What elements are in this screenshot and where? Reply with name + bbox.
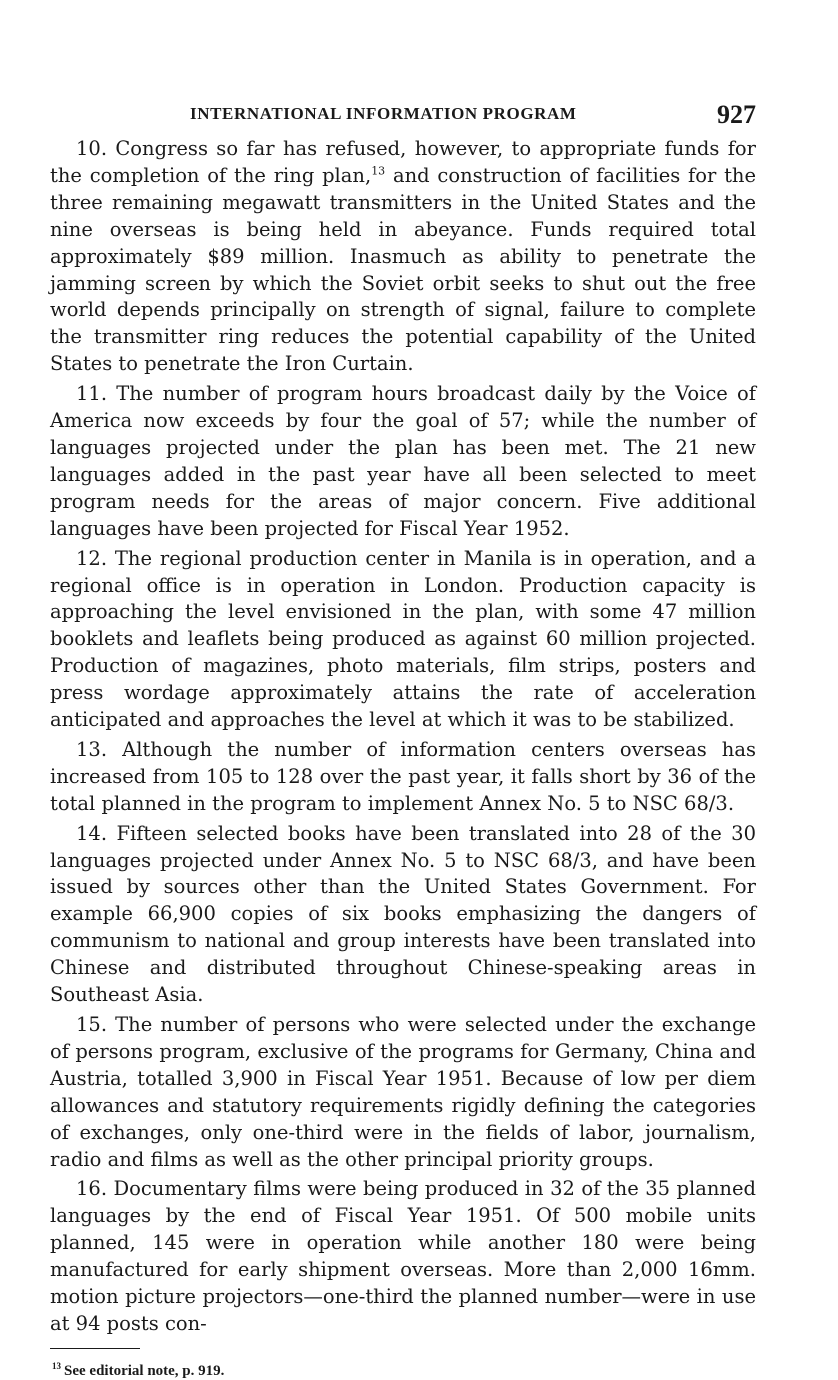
footnote-divider xyxy=(50,1348,140,1349)
paragraph-10 xyxy=(50,136,756,378)
paragraph-14: 14. Fifteen selected books have been translated into 28 of the 30 languages projected under Annex No. 5 to NSC 68/3, and have been issued by sources other than the United States Government. For example 66,900 copies of six books emphasizing the dangers of communism to national and group interests have been translated into Chinese and distributed throughout Chinese-speaking areas in Southeast Asia. xyxy=(50,821,756,1007)
paragraph-12: 12. The regional production center in Manila is in operation, and a regional office is in operation in London. Production capacity is approaching the level envisioned in the plan, with some 47 million booklets and leaflets being produced as against 60 million projected. Production of magazines, photo materials, film strips, posters and press wordage approximately attains the rate of acceleration anticipated and approaches the level at which it was to be stabilized. xyxy=(50,546,756,732)
paragraph-13: 13. Although the number of information centers overseas has increased from 105 to 128 over the past year, it falls short by 36 of the total planned in the program to implement Annex No. 5 to NSC 68/3. xyxy=(50,737,756,815)
running-title: INTERNATIONAL INFORMATION PROGRAM xyxy=(190,104,577,123)
footnote xyxy=(50,1360,756,1380)
paragraph-10-text-before: 10. Congress so far has refused, however, to appropriate funds for the completion of the ring plan, xyxy=(50,137,756,187)
document-page xyxy=(50,100,756,1380)
paragraph-15: 15. The number of persons who were selected under the exchange of persons program, exclusive of the programs for Germany, China and Austria, totalled 3,900 in Fiscal Year 1951. Because of low per diem allowances and statutory requirements rigidly defining the categories of exchanges, only one-third were in the fields of labor, journalism, radio and films as well as the other principal priority groups. xyxy=(50,1013,756,1171)
running-header xyxy=(50,100,756,136)
footnote-reference-13: 13 xyxy=(371,164,386,178)
footnote-text: See editorial note, p. 919. xyxy=(64,1362,225,1379)
paragraph-10-text-after: and construction of facilities for the three remaining megawatt transmitters in the United States and the nine overseas is being held in abeyance. Funds required total approximately $89 million. Inasmuch as ability to penetrate the jamming screen by which the Soviet orbit seeks to shut out the free world depends principally on strength of signal, failure to complete the transmitter ring reduces the potential capability of the United States to penetrate the Iron Curtain. xyxy=(50,163,756,376)
page-number: 927 xyxy=(717,100,756,129)
paragraph-16: 16. Documentary films were being produced in 32 of the 35 planned languages by the end of Fiscal Year 1951. Of 500 mobile units planned, 145 were in operation while another 180 were being manufactured for early shipment overseas. More than 2,000 16mm. motion picture projectors—one-third the planned number—were in use at 94 posts con- xyxy=(50,1177,756,1335)
paragraph-11: 11. The number of program hours broadcast daily by the Voice of America now exceeds by four the goal of 57; while the number of languages projected under the plan has been met. The 21 new languages added in the past year have all been selected to meet program needs for the areas of major concern. Five additional languages have been projected for Fiscal Year 1952. xyxy=(50,382,756,540)
body-text xyxy=(50,136,756,1338)
footnote-marker: 13 xyxy=(52,1360,61,1371)
